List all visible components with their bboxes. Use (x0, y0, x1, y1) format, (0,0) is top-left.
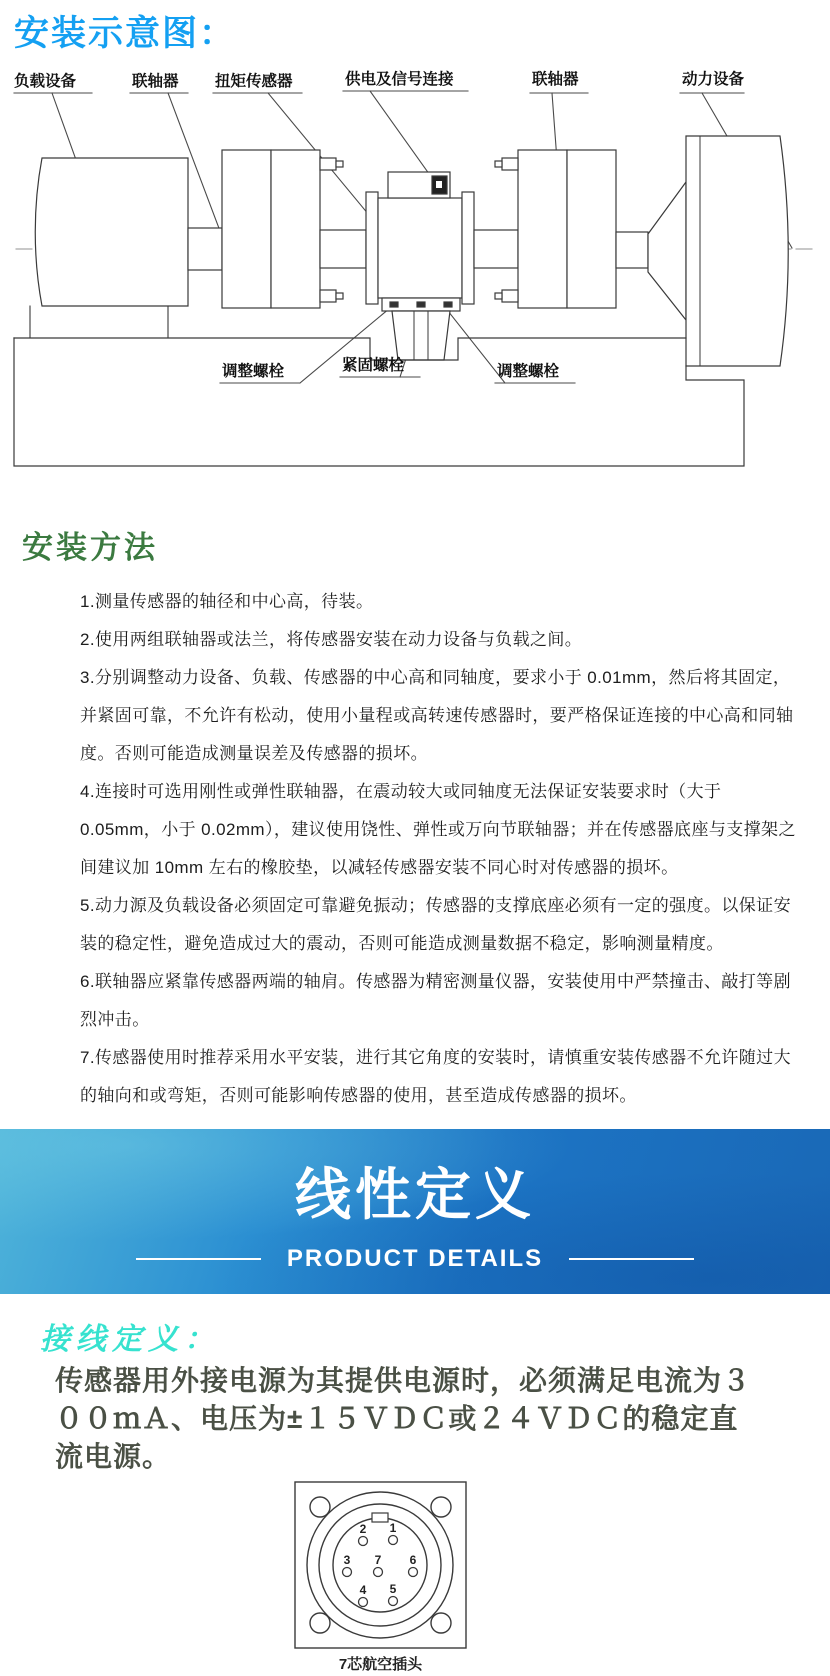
coupling-left (222, 150, 271, 308)
banner-subtitle-row (136, 1245, 694, 1273)
install-method-title: 安装方法 (22, 530, 158, 565)
install-step-4: 4.连接时可选用刚性或弹性联轴器，在震动较大或同轴度无法保证安装要求时（大于 0.05mm，小于 0.02mm），建议使用饶性、弹性或万向节联轴器；并在传感器底座与支撑架之间建议加 10mm 左右的橡胶垫，以减轻传感器安装不同心时对传感器的损坏。 (80, 782, 796, 877)
install-step-1: 1.测量传感器的轴径和中心高，待装。 (80, 592, 374, 611)
diagram-label-load-device: 负载设备 (14, 73, 77, 90)
pin-label-5: 5 (389, 1582, 397, 1596)
diagram-label-power-signal: 供电及信号连接 (345, 71, 454, 88)
install-step-6: 6.联轴器应紧靠传感器两端的轴肩。传感器为精密测量仪器，安装使用中严禁撞击、敲打等剧烈冲击。 (80, 972, 791, 1029)
diagram-machine (14, 136, 788, 466)
pin-label-4: 4 (359, 1583, 367, 1597)
install-diagram-title: 安装示意图： (14, 14, 237, 53)
connector-key-notch (372, 1513, 388, 1522)
connector-block (293, 1480, 468, 1674)
motor-bell (648, 182, 686, 320)
torque-sensor-flange-left (366, 192, 378, 304)
diagram-top-labels (14, 69, 745, 90)
installation-diagram (0, 62, 830, 496)
install-step-3: 3.分别调整动力设备、负载、传感器的中心高和同轴度，要求小于 0.01mm，然后将其固定，并紧固可靠，不允许有松动，使用小量程或高转速传感器时，要严格保证连接的中心高和同轴度。否则可能造成测量误差及传感器的损坏。 (80, 668, 794, 763)
power-supply-note: 传感器用外接电源为其提供电源时，必须满足电流为３００ｍＡ、电压为±１５ＶＤＣ或２４ＶＤＣ的稳定直流电源。 (55, 1365, 752, 1472)
diagram-label-adjust-bolt-right: 调整螺栓 (497, 363, 560, 380)
torque-sensor-body (378, 198, 462, 298)
install-step-5: 5.动力源及负载设备必须固定可靠避免振动；传感器的支撑底座必须有一定的强度。以保证安装的稳定性，避免造成过大的震动，否则可能造成测量数据不稳定，影响测量精度。 (80, 896, 791, 953)
load-device-block (35, 158, 188, 306)
diagram-label-adjust-bolt-left: 调整螺栓 (222, 363, 285, 380)
pin-label-2: 2 (359, 1522, 367, 1536)
diagram-label-coupling-left: 联轴器 (132, 73, 179, 90)
diagram-label-fasten-bolt: 紧固螺栓 (342, 357, 405, 374)
pin-label-1: 1 (389, 1521, 397, 1535)
torque-sensor-flange-right (462, 192, 474, 304)
coupling-right (518, 150, 567, 308)
install-steps (80, 583, 800, 1115)
diagram-label-power-device: 动力设备 (682, 71, 745, 88)
diagram-bottom-labels (222, 355, 560, 380)
diagram-label-coupling-right: 联轴器 (532, 71, 579, 88)
install-step-2: 2.使用两组联轴器或法兰，将传感器安装在动力设备与负载之间。 (80, 630, 583, 649)
pin-label-3: 3 (343, 1553, 351, 1567)
banner-line-left (136, 1258, 261, 1260)
install-step-7: 7.传感器使用时推荐采用水平安装，进行其它角度的安装时，请慎重安装传感器不允许随过大的轴向和或弯矩，否则可能影响传感器的使用，甚至造成传感器的损坏。 (80, 1048, 791, 1105)
diagram-label-torque-sensor: 扭矩传感器 (215, 73, 293, 90)
pin-label-6: 6 (409, 1553, 417, 1567)
wiring-title: 接线定义： (40, 1323, 220, 1356)
connector-caption: 7芯航空插头 (338, 1656, 423, 1673)
banner-title: 线性定义 (295, 1162, 535, 1226)
banner-line-right (569, 1258, 694, 1260)
sensor-support (392, 311, 450, 360)
pin-label-7: 7 (374, 1553, 382, 1567)
banner-subtitle: PRODUCT DETAILS (286, 1244, 544, 1272)
connector-diagram (293, 1480, 468, 1650)
product-details-banner (0, 1129, 830, 1294)
motor-body (686, 136, 788, 366)
